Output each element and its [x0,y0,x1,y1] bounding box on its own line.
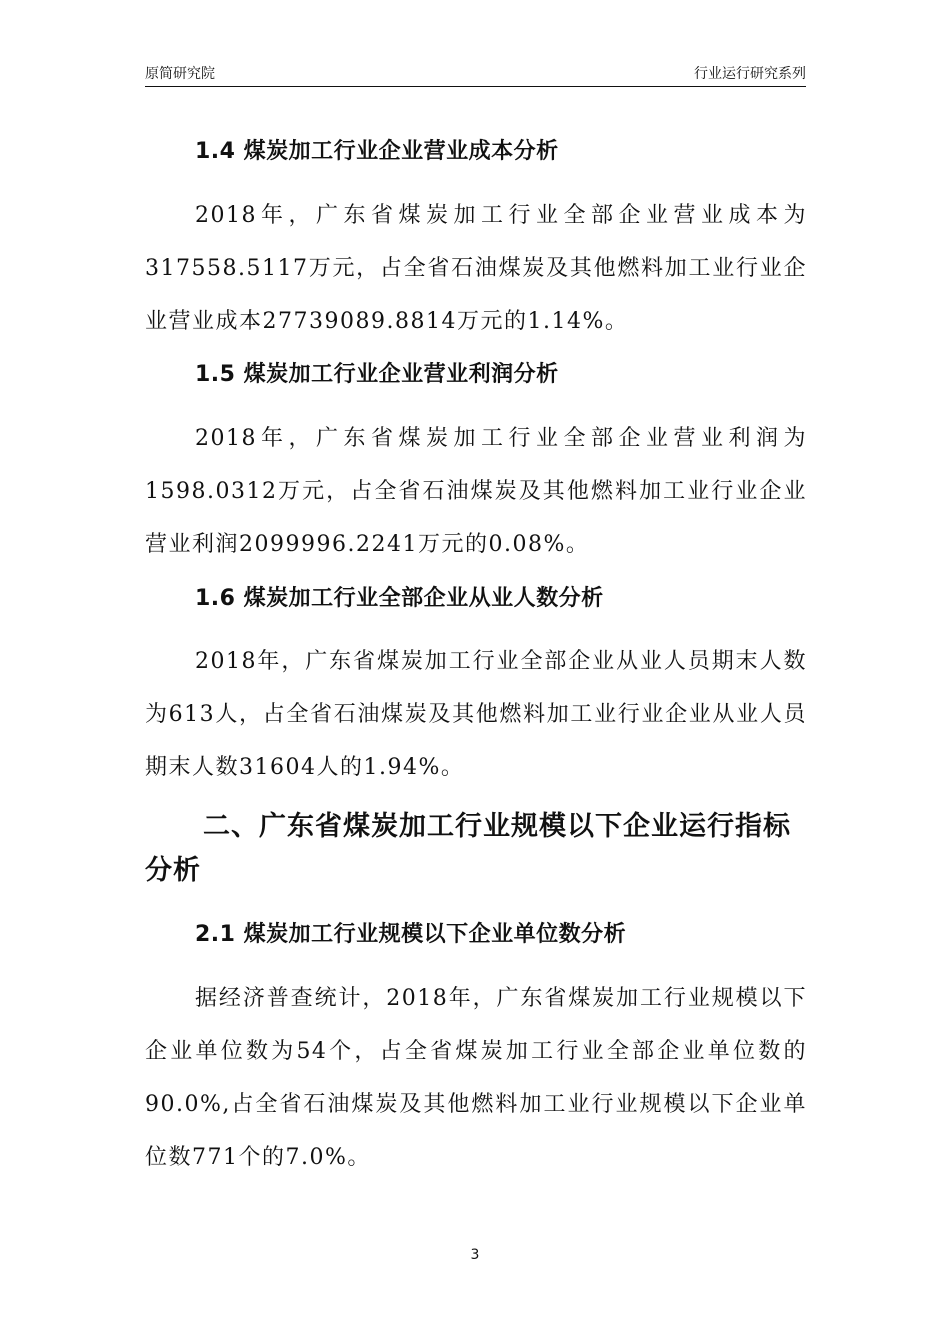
section-body-1-4 [145,189,807,348]
section-2-1 [145,920,807,950]
section-heading-2-1: 2.1 煤炭加工行业规模以下企业单位数分析 [195,922,627,947]
section-1-4 [145,137,807,167]
header-series-name: 行业运行研究系列 [694,66,806,82]
section-body-1-5 [145,412,807,571]
paragraph-1-6: 2018年，广东省煤炭加工行业全部企业从业人员期末人数为613人，占全省石油煤炭及其他燃料加工业行业企业从业人员期末人数31604人的1.94%。 [145,649,807,780]
page-header [145,62,806,87]
header-org-name: 原简研究院 [145,66,215,82]
section-heading-1-6: 1.6 煤炭加工行业全部企业从业人数分析 [195,586,604,611]
paragraph-2-1: 据经济普查统计，2018年，广东省煤炭加工行业规模以下企业单位数为54个，占全省煤炭加工行业全部企业单位数的90.0%,占全省石油煤炭及其他燃料加工业行业规模以下企业单位数771个的7.0%。 [145,986,807,1170]
page-number: 3 [470,1247,480,1263]
section-body-2-1 [145,972,807,1184]
paragraph-1-4: 2018年，广东省煤炭加工行业全部企业营业成本为317558.5117万元，占全省石油煤炭及其他燃料加工业行业企业营业成本27739089.8814万元的1.14%。 [145,203,807,334]
section-heading-1-4: 1.4 煤炭加工行业企业营业成本分析 [195,139,559,164]
section-body-1-6 [145,635,807,794]
chapter-heading: 二、广东省煤炭加工行业规模以下企业运行指标分析 [145,811,791,886]
section-1-5 [145,360,807,390]
chapter-2 [145,805,807,893]
section-heading-1-5: 1.5 煤炭加工行业企业营业利润分析 [195,362,559,387]
paragraph-1-5: 2018年，广东省煤炭加工行业全部企业营业利润为1598.0312万元，占全省石油煤炭及其他燃料加工业行业企业营业利润2099996.2241万元的0.08%。 [145,426,807,557]
section-1-6 [145,584,807,614]
